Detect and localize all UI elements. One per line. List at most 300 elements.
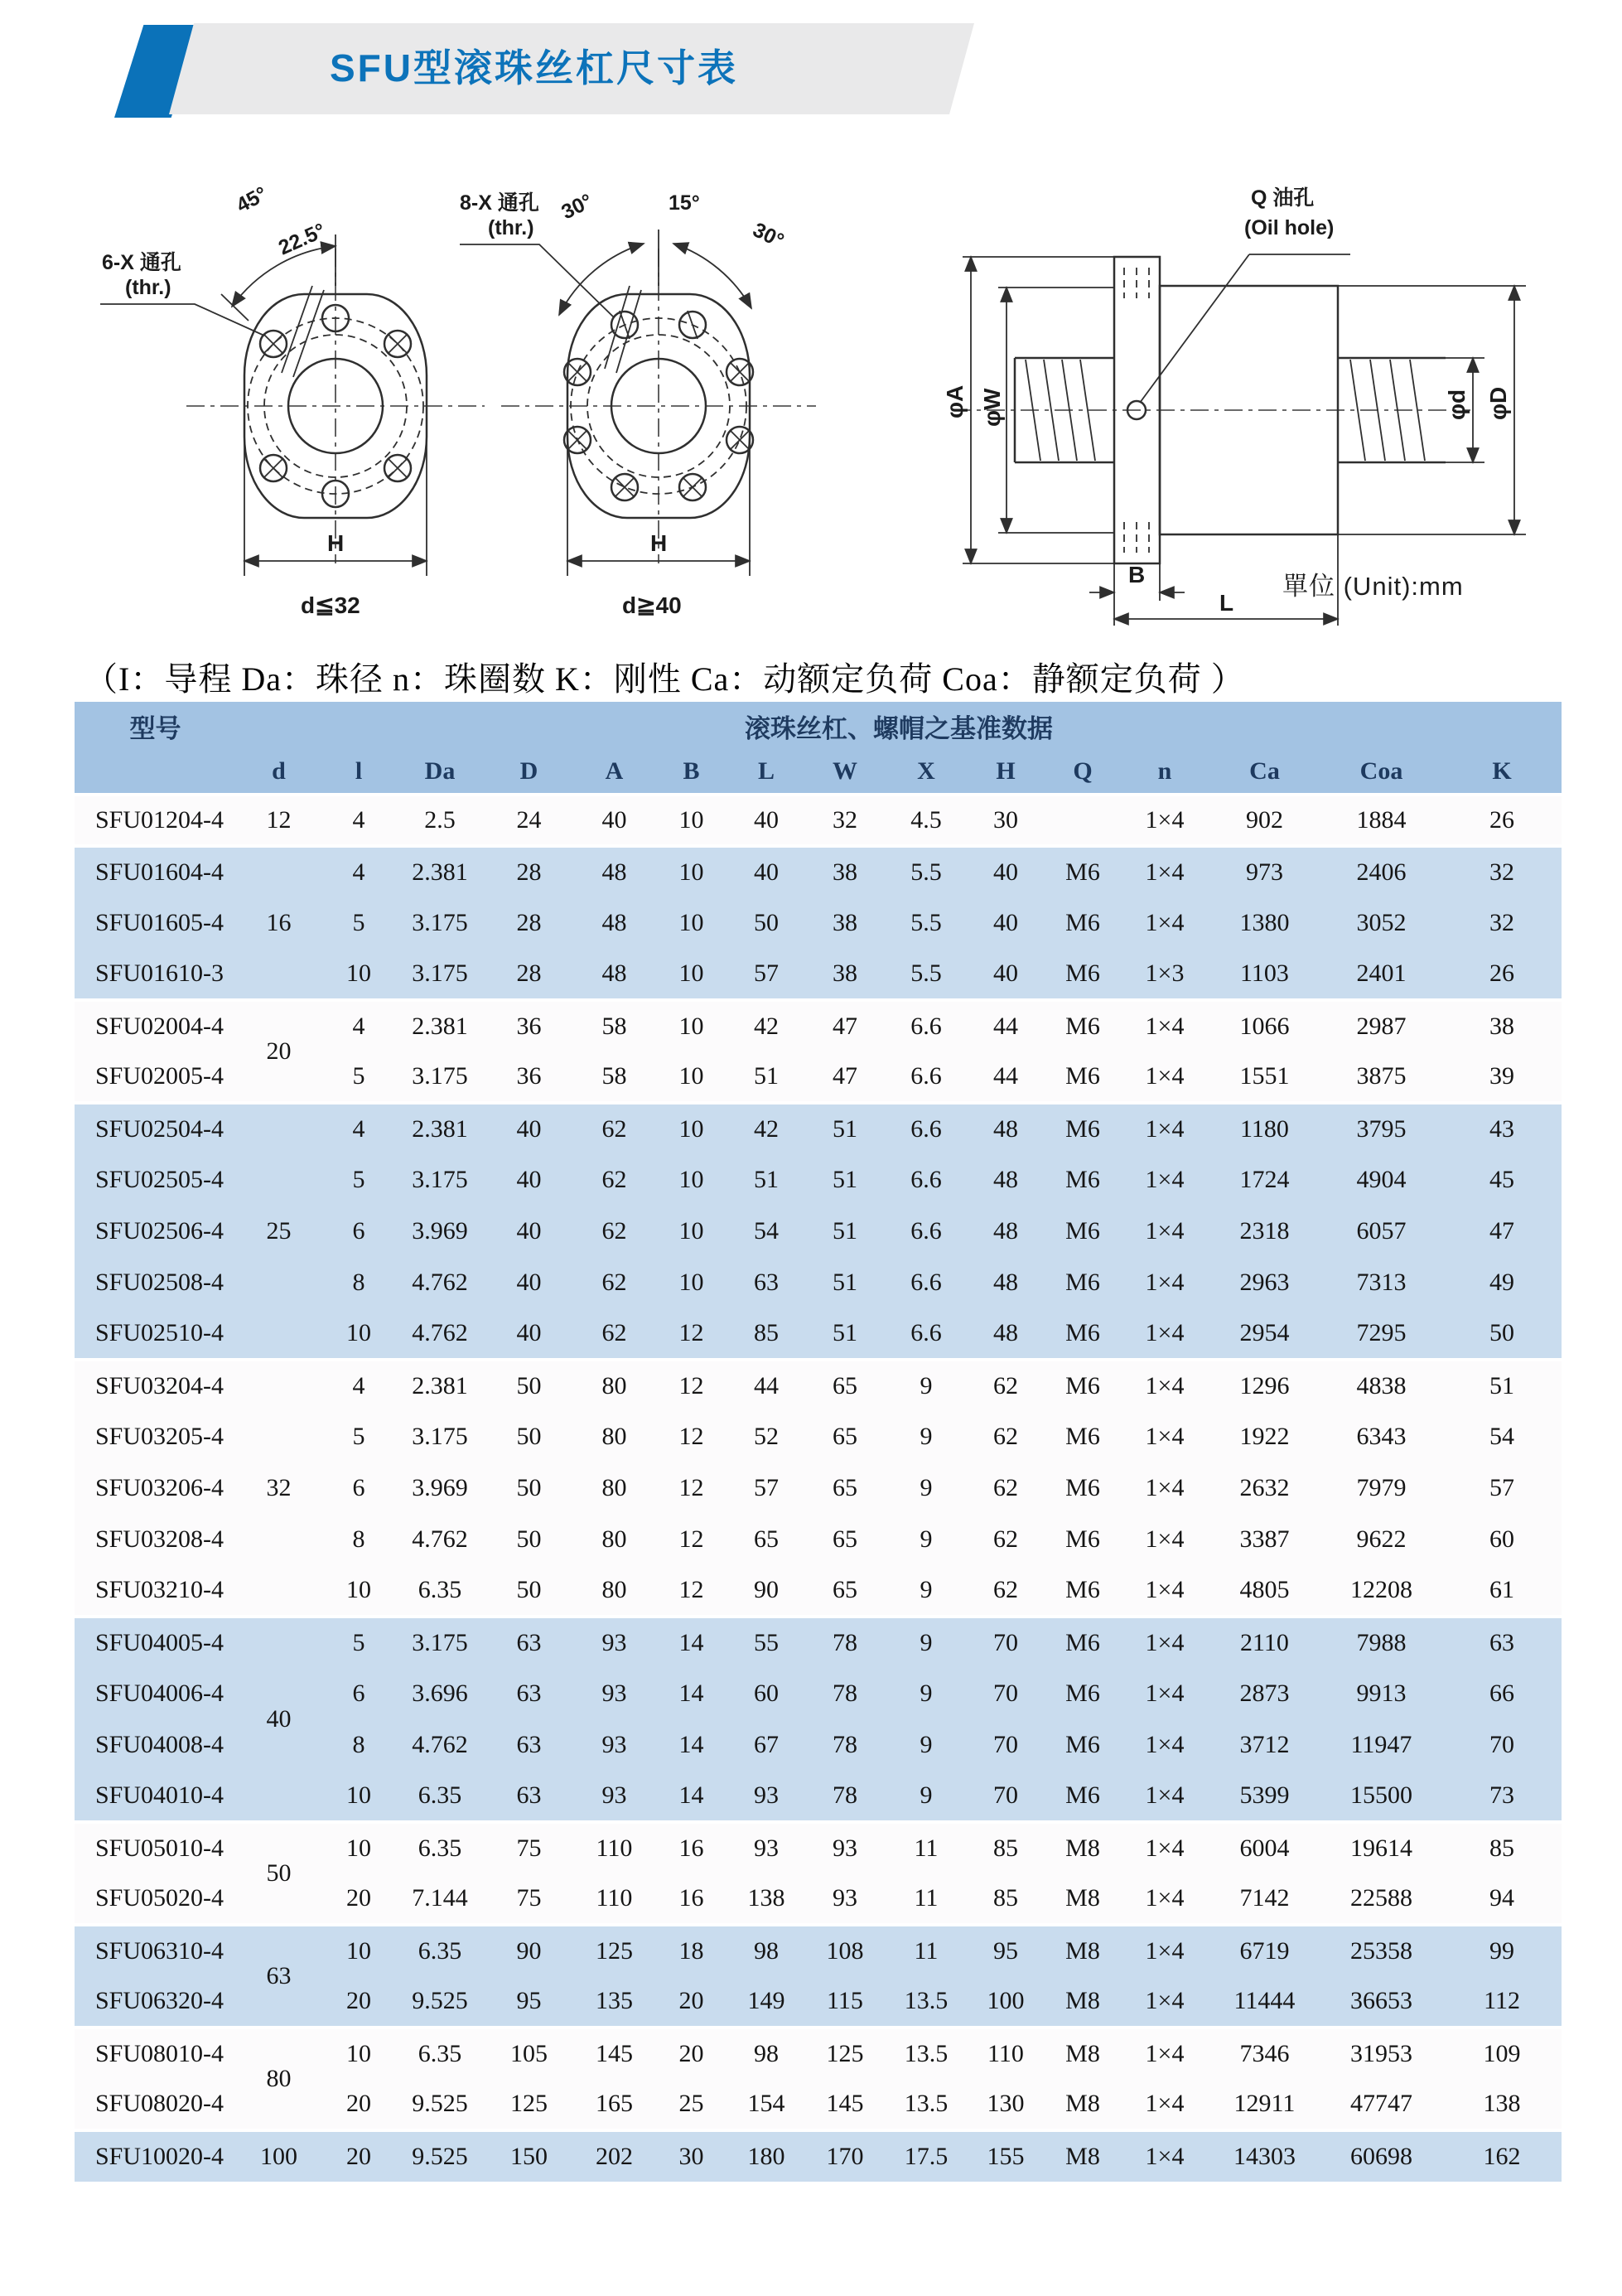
- value-cell: 1066: [1209, 1000, 1320, 1051]
- value-cell: 5: [321, 1154, 396, 1206]
- value-cell: 80: [574, 1462, 654, 1514]
- value-cell: 3.969: [396, 1462, 484, 1514]
- value-cell: 60: [1442, 1514, 1562, 1565]
- value-cell: 94: [1442, 1873, 1562, 1925]
- value-cell: 1×3: [1121, 949, 1209, 1000]
- value-cell: 6.6: [886, 1308, 967, 1360]
- value-cell: 47: [804, 1000, 886, 1051]
- column-header-D: D: [484, 750, 574, 795]
- callout-8x-line1: 8-X 通孔: [460, 191, 539, 215]
- value-cell: 38: [804, 897, 886, 949]
- value-cell: 57: [728, 949, 804, 1000]
- value-cell: 62: [967, 1411, 1045, 1462]
- value-cell: 110: [967, 2028, 1045, 2079]
- value-cell: 3795: [1320, 1103, 1442, 1154]
- value-cell: 170: [804, 2130, 886, 2182]
- value-cell: 10: [654, 1206, 728, 1257]
- value-cell: 62: [967, 1514, 1045, 1565]
- value-cell: 1×4: [1121, 1873, 1209, 1925]
- value-cell: M6: [1045, 1308, 1121, 1360]
- value-cell: 2.5: [396, 795, 484, 846]
- value-cell: 100: [967, 1976, 1045, 2028]
- value-cell: 62: [967, 1462, 1045, 1514]
- d-group-cell: 80: [236, 2028, 321, 2130]
- d-group-cell: 63: [236, 1925, 321, 2028]
- value-cell: 78: [804, 1719, 886, 1771]
- value-cell: 25358: [1320, 1925, 1442, 1976]
- value-cell: 63: [484, 1617, 574, 1668]
- value-cell: 62: [574, 1103, 654, 1154]
- value-cell: 4: [321, 1103, 396, 1154]
- value-cell: 138: [728, 1873, 804, 1925]
- model-cell: SFU03208-4: [75, 1514, 236, 1565]
- d-group-cell: 16: [236, 846, 321, 1000]
- value-cell: 70: [967, 1668, 1045, 1719]
- value-cell: 180: [728, 2130, 804, 2182]
- value-cell: 12: [654, 1308, 728, 1360]
- value-cell: 93: [574, 1617, 654, 1668]
- value-cell: 28: [484, 897, 574, 949]
- value-cell: 50: [1442, 1308, 1562, 1360]
- value-cell: 4904: [1320, 1154, 1442, 1206]
- value-cell: 85: [967, 1873, 1045, 1925]
- flange-drawing-6-hole: [95, 170, 460, 626]
- value-cell: 9: [886, 1617, 967, 1668]
- value-cell: 48: [967, 1257, 1045, 1308]
- value-cell: 145: [574, 2028, 654, 2079]
- value-cell: 3.175: [396, 1051, 484, 1103]
- value-cell: 4: [321, 1000, 396, 1051]
- value-cell: 10: [654, 795, 728, 846]
- value-cell: 50: [484, 1411, 574, 1462]
- value-cell: 1×4: [1121, 1822, 1209, 1873]
- value-cell: M6: [1045, 1103, 1121, 1154]
- value-cell: M6: [1045, 1462, 1121, 1514]
- value-cell: M8: [1045, 1873, 1121, 1925]
- value-cell: 48: [967, 1103, 1045, 1154]
- value-cell: 9.525: [396, 2079, 484, 2130]
- value-cell: 63: [484, 1668, 574, 1719]
- value-cell: 18: [654, 1925, 728, 1976]
- value-cell: 58: [574, 1051, 654, 1103]
- value-cell: 1×4: [1121, 1976, 1209, 2028]
- value-cell: 138: [1442, 2079, 1562, 2130]
- value-cell: 9: [886, 1719, 967, 1771]
- value-cell: 54: [1442, 1411, 1562, 1462]
- value-cell: 10: [321, 949, 396, 1000]
- value-cell: 1×4: [1121, 1719, 1209, 1771]
- value-cell: 50: [484, 1462, 574, 1514]
- value-cell: 110: [574, 1822, 654, 1873]
- value-cell: 162: [1442, 2130, 1562, 2182]
- value-cell: 40: [484, 1308, 574, 1360]
- table-row: [75, 1000, 1562, 1051]
- value-cell: 1724: [1209, 1154, 1320, 1206]
- value-cell: 78: [804, 1668, 886, 1719]
- value-cell: 40: [484, 1154, 574, 1206]
- value-cell: 1180: [1209, 1103, 1320, 1154]
- value-cell: 2632: [1209, 1462, 1320, 1514]
- value-cell: 57: [728, 1462, 804, 1514]
- angle-15-label: 15°: [669, 191, 700, 215]
- value-cell: 48: [574, 846, 654, 897]
- value-cell: 8: [321, 1514, 396, 1565]
- value-cell: 19614: [1320, 1822, 1442, 1873]
- value-cell: 12: [654, 1462, 728, 1514]
- value-cell: 7295: [1320, 1308, 1442, 1360]
- value-cell: 36: [484, 1051, 574, 1103]
- value-cell: M8: [1045, 2028, 1121, 2079]
- value-cell: 9: [886, 1411, 967, 1462]
- value-cell: 93: [728, 1771, 804, 1822]
- table-row: [75, 2130, 1562, 2182]
- value-cell: M6: [1045, 1051, 1121, 1103]
- value-cell: 1×4: [1121, 1668, 1209, 1719]
- model-cell: SFU01204-4: [75, 795, 236, 846]
- value-cell: 3875: [1320, 1051, 1442, 1103]
- column-header-n: n: [1121, 750, 1209, 795]
- value-cell: 58: [574, 1000, 654, 1051]
- value-cell: 4.5: [886, 795, 967, 846]
- value-cell: 26: [1442, 795, 1562, 846]
- value-cell: M6: [1045, 1565, 1121, 1617]
- value-cell: 109: [1442, 2028, 1562, 2079]
- value-cell: 49: [1442, 1257, 1562, 1308]
- table-row: [75, 2028, 1562, 2079]
- value-cell: 95: [967, 1925, 1045, 1976]
- value-cell: 42: [728, 1103, 804, 1154]
- value-cell: 67: [728, 1719, 804, 1771]
- value-cell: 25: [654, 2079, 728, 2130]
- column-header-blank: [75, 750, 236, 795]
- value-cell: 65: [804, 1514, 886, 1565]
- value-cell: 32: [804, 795, 886, 846]
- table-header-row-columns: [75, 750, 1562, 795]
- value-cell: 26: [1442, 949, 1562, 1000]
- table-body: [75, 795, 1562, 2182]
- value-cell: 30: [654, 2130, 728, 2182]
- dim-b-label: B: [1128, 562, 1146, 587]
- value-cell: 4.762: [396, 1308, 484, 1360]
- callout-8x-line2: (thr.): [488, 216, 534, 239]
- value-cell: 93: [574, 1719, 654, 1771]
- value-cell: 47747: [1320, 2079, 1442, 2130]
- value-cell: 50: [484, 1514, 574, 1565]
- model-cell: SFU05020-4: [75, 1873, 236, 1925]
- value-cell: 5: [321, 1617, 396, 1668]
- value-cell: 2954: [1209, 1308, 1320, 1360]
- table-row: [75, 1925, 1562, 1976]
- value-cell: M6: [1045, 949, 1121, 1000]
- value-cell: 78: [804, 1617, 886, 1668]
- column-header-A: A: [574, 750, 654, 795]
- dim-phi-d-label: φd: [1444, 389, 1470, 420]
- value-cell: 63: [728, 1257, 804, 1308]
- model-cell: SFU10020-4: [75, 2130, 236, 2182]
- model-cell: SFU08020-4: [75, 2079, 236, 2130]
- value-cell: 51: [1442, 1360, 1562, 1411]
- angle-30-right-label: 30°: [749, 218, 788, 253]
- model-cell: SFU01610-3: [75, 949, 236, 1000]
- column-header-K: K: [1442, 750, 1562, 795]
- value-cell: 8: [321, 1257, 396, 1308]
- value-cell: 93: [804, 1822, 886, 1873]
- dim-h-label: H: [327, 530, 345, 556]
- value-cell: 12: [654, 1411, 728, 1462]
- value-cell: 70: [967, 1719, 1045, 1771]
- value-cell: 43: [1442, 1103, 1562, 1154]
- column-header-B: B: [654, 750, 728, 795]
- value-cell: 62: [574, 1206, 654, 1257]
- value-cell: 1×4: [1121, 1411, 1209, 1462]
- value-cell: 902: [1209, 795, 1320, 846]
- value-cell: 4.762: [396, 1514, 484, 1565]
- value-cell: 13.5: [886, 2079, 967, 2130]
- value-cell: 44: [967, 1051, 1045, 1103]
- value-cell: M6: [1045, 1771, 1121, 1822]
- value-cell: 14: [654, 1668, 728, 1719]
- value-cell: M6: [1045, 1360, 1121, 1411]
- model-cell: SFU03206-4: [75, 1462, 236, 1514]
- value-cell: 6.6: [886, 1103, 967, 1154]
- value-cell: 4838: [1320, 1360, 1442, 1411]
- value-cell: 4.762: [396, 1257, 484, 1308]
- value-cell: 2.381: [396, 1103, 484, 1154]
- value-cell: 10: [654, 1257, 728, 1308]
- value-cell: 40: [484, 1257, 574, 1308]
- value-cell: 6.6: [886, 1051, 967, 1103]
- value-cell: 3052: [1320, 897, 1442, 949]
- value-cell: 13.5: [886, 1976, 967, 2028]
- value-cell: 108: [804, 1925, 886, 1976]
- value-cell: 80: [574, 1360, 654, 1411]
- value-cell: 3.175: [396, 897, 484, 949]
- value-cell: 6004: [1209, 1822, 1320, 1873]
- value-cell: 57: [1442, 1462, 1562, 1514]
- value-cell: 98: [728, 2028, 804, 2079]
- table-row: [75, 795, 1562, 846]
- value-cell: 3.175: [396, 1411, 484, 1462]
- value-cell: 155: [967, 2130, 1045, 2182]
- dim-phi-dd-label: φD: [1485, 386, 1511, 420]
- value-cell: 7313: [1320, 1257, 1442, 1308]
- value-cell: 14: [654, 1771, 728, 1822]
- value-cell: 1×4: [1121, 1103, 1209, 1154]
- model-cell: SFU06310-4: [75, 1925, 236, 1976]
- d-group-cell: 50: [236, 1822, 321, 1925]
- value-cell: 66: [1442, 1668, 1562, 1719]
- value-cell: 1×4: [1121, 846, 1209, 897]
- value-cell: 10: [654, 897, 728, 949]
- value-cell: 6.6: [886, 1154, 967, 1206]
- value-cell: 6343: [1320, 1411, 1442, 1462]
- value-cell: 51: [804, 1154, 886, 1206]
- value-cell: 48: [967, 1154, 1045, 1206]
- value-cell: 3.175: [396, 1154, 484, 1206]
- dimension-table: [75, 702, 1562, 2182]
- value-cell: 5.5: [886, 897, 967, 949]
- value-cell: 42: [728, 1000, 804, 1051]
- value-cell: 30: [967, 795, 1045, 846]
- value-cell: 9622: [1320, 1514, 1442, 1565]
- value-cell: 5: [321, 897, 396, 949]
- value-cell: 62: [967, 1565, 1045, 1617]
- value-cell: 1×4: [1121, 1360, 1209, 1411]
- value-cell: 70: [967, 1771, 1045, 1822]
- model-cell: SFU02510-4: [75, 1308, 236, 1360]
- value-cell: 1×4: [1121, 1565, 1209, 1617]
- value-cell: 15500: [1320, 1771, 1442, 1822]
- value-cell: 12: [654, 1565, 728, 1617]
- value-cell: 1×4: [1121, 795, 1209, 846]
- oil-hole-callout-line2: (Oil hole): [1244, 216, 1335, 239]
- value-cell: 11947: [1320, 1719, 1442, 1771]
- value-cell: 20: [321, 2079, 396, 2130]
- model-cell: SFU02506-4: [75, 1206, 236, 1257]
- value-cell: 5: [321, 1051, 396, 1103]
- value-cell: 4.762: [396, 1719, 484, 1771]
- value-cell: 1×4: [1121, 1000, 1209, 1051]
- value-cell: 16: [654, 1873, 728, 1925]
- value-cell: 4: [321, 846, 396, 897]
- table-row: [75, 1360, 1562, 1411]
- value-cell: 150: [484, 2130, 574, 2182]
- value-cell: 62: [574, 1308, 654, 1360]
- value-cell: 973: [1209, 846, 1320, 897]
- value-cell: 9: [886, 1771, 967, 1822]
- value-cell: 75: [484, 1873, 574, 1925]
- value-cell: 1×4: [1121, 1771, 1209, 1822]
- value-cell: 52: [728, 1411, 804, 1462]
- size-note-label: d≦32: [301, 592, 360, 618]
- value-cell: 7142: [1209, 1873, 1320, 1925]
- value-cell: 62: [967, 1360, 1045, 1411]
- value-cell: 2963: [1209, 1257, 1320, 1308]
- d-group-cell: 25: [236, 1103, 321, 1360]
- column-header-X: X: [886, 750, 967, 795]
- model-cell: SFU03210-4: [75, 1565, 236, 1617]
- value-cell: M6: [1045, 1000, 1121, 1051]
- value-cell: 38: [804, 846, 886, 897]
- value-cell: 95: [484, 1976, 574, 2028]
- value-cell: 63: [484, 1771, 574, 1822]
- value-cell: 1×4: [1121, 2028, 1209, 2079]
- value-cell: 93: [804, 1873, 886, 1925]
- value-cell: 6719: [1209, 1925, 1320, 1976]
- value-cell: 1×4: [1121, 1257, 1209, 1308]
- value-cell: 112: [1442, 1976, 1562, 2028]
- value-cell: 50: [484, 1360, 574, 1411]
- value-cell: 48: [574, 949, 654, 1000]
- value-cell: 3.969: [396, 1206, 484, 1257]
- value-cell: 40: [967, 897, 1045, 949]
- angle-22-label: 22.5°: [275, 219, 330, 260]
- table-row: [75, 1103, 1562, 1154]
- size-note-label: d≧40: [622, 592, 682, 618]
- value-cell: 6.35: [396, 1925, 484, 1976]
- value-cell: 2318: [1209, 1206, 1320, 1257]
- value-cell: 39: [1442, 1051, 1562, 1103]
- value-cell: 110: [574, 1873, 654, 1925]
- value-cell: 85: [967, 1822, 1045, 1873]
- value-cell: 1296: [1209, 1360, 1320, 1411]
- value-cell: 36653: [1320, 1976, 1442, 2028]
- value-cell: 10: [321, 1925, 396, 1976]
- value-cell: 1×4: [1121, 1617, 1209, 1668]
- value-cell: 7988: [1320, 1617, 1442, 1668]
- value-cell: M8: [1045, 1925, 1121, 1976]
- table-row: [75, 846, 1562, 897]
- value-cell: 3.175: [396, 949, 484, 1000]
- value-cell: 50: [484, 1565, 574, 1617]
- value-cell: M8: [1045, 1976, 1121, 2028]
- d-group-cell: 20: [236, 1000, 321, 1103]
- value-cell: M6: [1045, 1668, 1121, 1719]
- value-cell: 99: [1442, 1925, 1562, 1976]
- value-cell: 3387: [1209, 1514, 1320, 1565]
- value-cell: 80: [574, 1411, 654, 1462]
- value-cell: 3712: [1209, 1719, 1320, 1771]
- value-cell: 12: [654, 1360, 728, 1411]
- value-cell: 9: [886, 1565, 967, 1617]
- model-cell: SFU06320-4: [75, 1976, 236, 2028]
- value-cell: 65: [804, 1360, 886, 1411]
- value-cell: 28: [484, 949, 574, 1000]
- callout-6x-line1: 6-X 通孔: [102, 251, 181, 274]
- value-cell: 51: [804, 1206, 886, 1257]
- value-cell: 48: [574, 897, 654, 949]
- angle-45-label: 45°: [232, 181, 272, 218]
- value-cell: 165: [574, 2079, 654, 2130]
- value-cell: 7.144: [396, 1873, 484, 1925]
- value-cell: [1045, 795, 1121, 846]
- value-cell: 130: [967, 2079, 1045, 2130]
- value-cell: 2987: [1320, 1000, 1442, 1051]
- dim-phi-w-label: φW: [979, 388, 1005, 427]
- d-group-cell: 32: [236, 1360, 321, 1617]
- value-cell: 47: [804, 1051, 886, 1103]
- value-cell: 44: [728, 1360, 804, 1411]
- value-cell: 3.175: [396, 1617, 484, 1668]
- value-cell: 10: [321, 1565, 396, 1617]
- value-cell: 1×4: [1121, 897, 1209, 949]
- value-cell: 1×4: [1121, 2079, 1209, 2130]
- value-cell: 1884: [1320, 795, 1442, 846]
- model-cell: SFU03205-4: [75, 1411, 236, 1462]
- value-cell: 85: [728, 1308, 804, 1360]
- nut-side-view-drawing: [920, 162, 1591, 638]
- value-cell: 9: [886, 1462, 967, 1514]
- value-cell: 6.35: [396, 1565, 484, 1617]
- d-group-cell: 12: [236, 795, 321, 846]
- value-cell: 3.696: [396, 1668, 484, 1719]
- page-title: SFU型滚珠丝杠尺寸表: [330, 46, 738, 89]
- dim-h-label: H: [650, 530, 668, 556]
- value-cell: 48: [967, 1308, 1045, 1360]
- value-cell: 22588: [1320, 1873, 1442, 1925]
- column-header-W: W: [804, 750, 886, 795]
- value-cell: 5.5: [886, 949, 967, 1000]
- value-cell: 20: [321, 2130, 396, 2182]
- value-cell: M6: [1045, 1719, 1121, 1771]
- column-header-l: l: [321, 750, 396, 795]
- value-cell: 105: [484, 2028, 574, 2079]
- value-cell: 73: [1442, 1771, 1562, 1822]
- value-cell: M6: [1045, 1617, 1121, 1668]
- value-cell: 20: [321, 1976, 396, 2028]
- value-cell: 31953: [1320, 2028, 1442, 2079]
- oil-hole-callout-line1: Q 油孔: [1251, 186, 1315, 210]
